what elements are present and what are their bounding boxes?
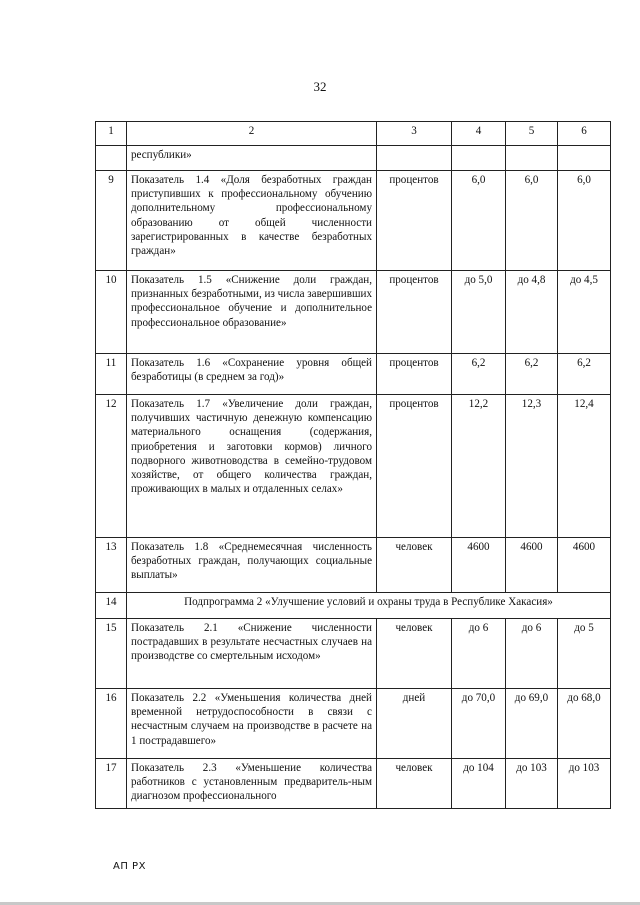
indicator-description: Показатель 2.3 «Уменьшение количества работников с установленным предваритель-ным диагнозом профессионального xyxy=(127,759,377,809)
indicator-description: Показатель 1.4 «Доля безработных граждан приступивших к профессиональному обучению дополнительному профессиональному образованию от общей численности зарегистрированных в качестве безработных граждан» xyxy=(127,171,377,271)
value-cell: 12,4 xyxy=(558,395,611,538)
value-cell: до 6 xyxy=(506,619,558,689)
table-row xyxy=(96,759,611,809)
row-number: 17 xyxy=(96,759,127,809)
value-cell: до 69,0 xyxy=(506,689,558,759)
value-cell: до 70,0 xyxy=(452,689,506,759)
value-cell: 6,2 xyxy=(506,354,558,395)
column-header: 5 xyxy=(506,122,558,146)
table-row xyxy=(96,395,611,538)
unit-cell: человек xyxy=(377,619,452,689)
value-cell: до 103 xyxy=(506,759,558,809)
value-cell xyxy=(452,146,506,171)
indicator-description: республики» xyxy=(127,146,377,171)
unit-cell: процентов xyxy=(377,271,452,354)
row-number: 14 xyxy=(96,593,127,619)
column-header: 3 xyxy=(377,122,452,146)
indicator-description: Показатель 2.1 «Снижение численности пострадавших в результате несчастных случаев на производстве со смертельным исходом» xyxy=(127,619,377,689)
indicator-description: Показатель 1.6 «Сохранение уровня общей безработицы (в среднем за год)» xyxy=(127,354,377,395)
value-cell: 4600 xyxy=(452,538,506,593)
row-number: 15 xyxy=(96,619,127,689)
value-cell: до 5 xyxy=(558,619,611,689)
table-row xyxy=(96,146,611,171)
value-cell: 4600 xyxy=(506,538,558,593)
table-row xyxy=(96,171,611,271)
indicators-table xyxy=(95,121,611,809)
unit-cell: дней xyxy=(377,689,452,759)
value-cell: 4600 xyxy=(558,538,611,593)
table-row xyxy=(96,619,611,689)
value-cell: до 68,0 xyxy=(558,689,611,759)
unit-cell: процентов xyxy=(377,171,452,271)
row-number: 10 xyxy=(96,271,127,354)
value-cell: до 4,8 xyxy=(506,271,558,354)
value-cell: 12,3 xyxy=(506,395,558,538)
unit-cell: человек xyxy=(377,759,452,809)
column-header: 2 xyxy=(127,122,377,146)
column-header: 1 xyxy=(96,122,127,146)
value-cell: 6,2 xyxy=(558,354,611,395)
value-cell: до 103 xyxy=(558,759,611,809)
table-row xyxy=(96,689,611,759)
table-row xyxy=(96,271,611,354)
value-cell: 6,0 xyxy=(558,171,611,271)
value-cell: 12,2 xyxy=(452,395,506,538)
value-cell xyxy=(506,146,558,171)
indicator-description: Показатель 2.2 «Уменьшения количества дней временной нетрудоспособности в связи с несчастным случаем на производстве в расчете на 1 пострадавшего» xyxy=(127,689,377,759)
unit-cell: процентов xyxy=(377,395,452,538)
row-number xyxy=(96,146,127,171)
row-number: 13 xyxy=(96,538,127,593)
value-cell: 6,0 xyxy=(506,171,558,271)
row-number: 16 xyxy=(96,689,127,759)
unit-cell xyxy=(377,146,452,171)
column-header: 4 xyxy=(452,122,506,146)
value-cell: 6,2 xyxy=(452,354,506,395)
subprogram-title: Подпрограмма 2 «Улучшение условий и охраны труда в Республике Хакасия» xyxy=(127,593,611,619)
page-number: 32 xyxy=(313,79,327,94)
value-cell xyxy=(558,146,611,171)
unit-cell: человек xyxy=(377,538,452,593)
indicator-description: Показатель 1.8 «Среднемесячная численность безработных граждан, получающих социальные выплаты» xyxy=(127,538,377,593)
unit-cell: процентов xyxy=(377,354,452,395)
indicator-description: Показатель 1.5 «Снижение доли граждан, признанных безработными, из числа завершивших профессиональное обучение и дополнительное профессиональное образование» xyxy=(127,271,377,354)
value-cell: до 4,5 xyxy=(558,271,611,354)
table-row xyxy=(96,538,611,593)
value-cell: до 6 xyxy=(452,619,506,689)
archive-stamp: АП РХ xyxy=(113,861,146,872)
value-cell: до 104 xyxy=(452,759,506,809)
table-header-row xyxy=(96,122,611,146)
subprogram-row xyxy=(96,593,611,619)
row-number: 12 xyxy=(96,395,127,538)
value-cell: до 5,0 xyxy=(452,271,506,354)
row-number: 11 xyxy=(96,354,127,395)
value-cell: 6,0 xyxy=(452,171,506,271)
indicator-description: Показатель 1.7 «Увеличение доли граждан, получивших частичную денежную компенсацию материального оснащения (содержания, приобретения и заготовки кормов) личного подворного животноводства в семейно-трудовом хозяйстве, от общего количества граждан, проживающих в малых и отдаленных селах» xyxy=(127,395,377,538)
table-row xyxy=(96,354,611,395)
row-number: 9 xyxy=(96,171,127,271)
column-header: 6 xyxy=(558,122,611,146)
